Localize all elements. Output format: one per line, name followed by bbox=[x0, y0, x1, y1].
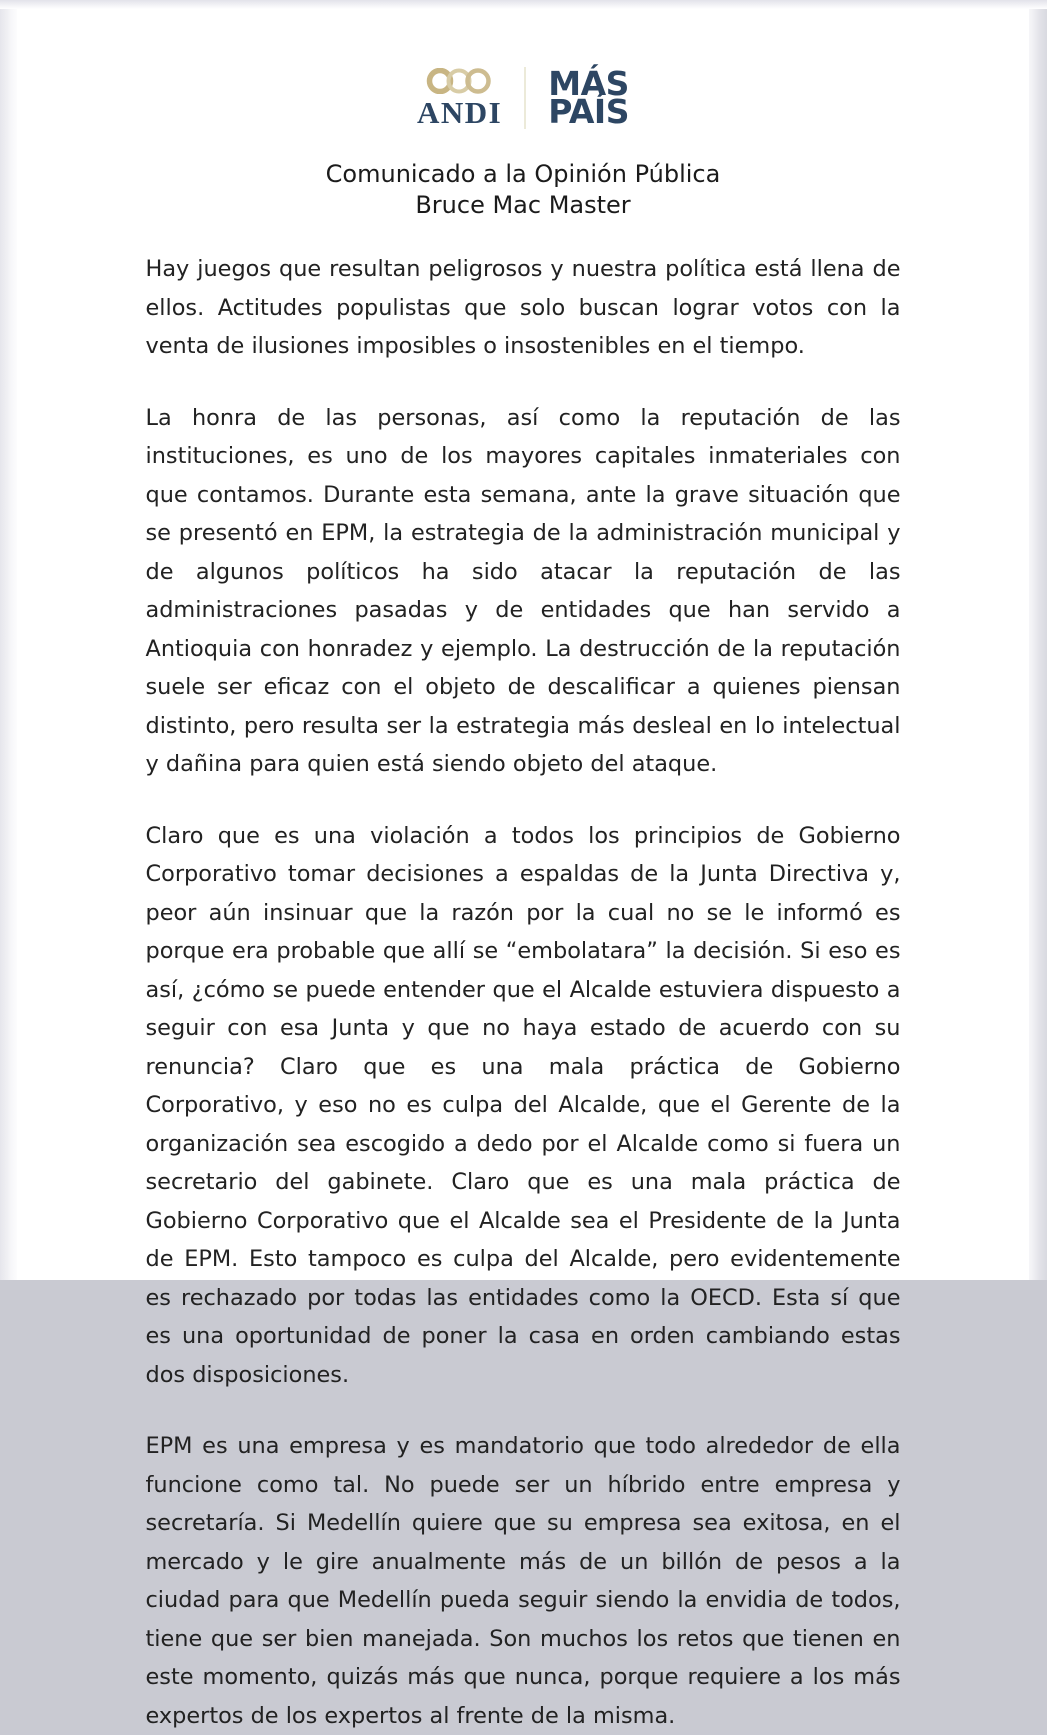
mas-pais-logo bbox=[548, 63, 629, 131]
paragraph: Hay juegos que resultan peligrosos y nuestra política está llena de ellos. Actitudes populistas que solo buscan lograr votos con la venta de ilusiones imposibles o insostenibles en el tiempo. bbox=[145, 256, 901, 360]
statement-body bbox=[146, 220, 901, 1735]
letterhead bbox=[17, 9, 1029, 129]
title-line-1: Comunicado a la Opinión Pública bbox=[325, 160, 721, 188]
mas-pais-line-2: PAÍS bbox=[548, 92, 629, 131]
paragraph: EPM es una empresa y es mandatorio que todo alrededor de ella funcione como tal. No puede ser un híbrido entre empresa y secretaría. Si Medellín quiere que su empresa sea exitosa, en el mercado y le gire anualmente más de un billón de pesos a la ciudad para que Medellín pueda seguir siendo la envidia de todos, tiene que ser bien manejada. Son muchos los retos que tienen en este momento, quizás más que nunca, porque requiere a los más expertos de los expertos al frente de la misma. bbox=[145, 1433, 901, 1729]
andi-wordmark: ANDI bbox=[417, 95, 503, 130]
page-top-edge bbox=[0, 0, 1047, 9]
andi-rings-icon bbox=[423, 68, 497, 94]
paragraph: Claro que es una violación a todos los principios de Gobierno Corporativo tomar decisiones a espaldas de la Junta Directiva y, peor aún insinuar que la razón por la cual no se le informó es porque era probable que allí se “embolatara” la decisión. Si eso es así, ¿cómo se puede entender que el Alcalde estuviera dispuesto a seguir con esa Junta y que no haya estado de acuerdo con su renuncia? Claro que es una mala práctica de Gobierno Corporativo, y eso no es culpa del Alcalde, que el Gerente de la organización sea escogido a dedo por el Alcalde como si fuera un secretario del gabinete. Claro que es una mala práctica de Gobierno Corporativo que el Alcalde sea el Presidente de la Junta de EPM. Esto tampoco es culpa del Alcalde, pero evidentemente es rechazado por todas las entidades como la OECD. Esta sí que es una oportunidad de poner la casa en orden cambiando estas dos disposiciones. bbox=[145, 822, 901, 1388]
document-page bbox=[17, 9, 1029, 1729]
paragraph: La honra de las personas, así como la reputación de las instituciones, es uno de los mayores capitales inmateriales con que contamos. Durante esta semana, ante la grave situación que se presentó en EPM, la estrategia de la administración municipal y de algunos políticos ha sido atacar la reputación de las administraciones pasadas y de entidades que han servido a Antioquia con honradez y ejemplo. La destrucción de la reputación suele ser eficaz con el objeto de descalificar a quienes piensan distinto, pero resulta ser la estrategia más desleal en lo intelectual y dañina para quien está siendo objeto del ataque. bbox=[145, 404, 901, 778]
mas-pais-line-1: MÁS bbox=[548, 63, 629, 103]
andi-logo bbox=[417, 68, 502, 128]
vertical-divider-icon bbox=[524, 67, 526, 129]
title-line-2: Bruce Mac Master bbox=[415, 190, 631, 219]
logo-lockup bbox=[417, 63, 629, 131]
page-title bbox=[17, 159, 1029, 220]
